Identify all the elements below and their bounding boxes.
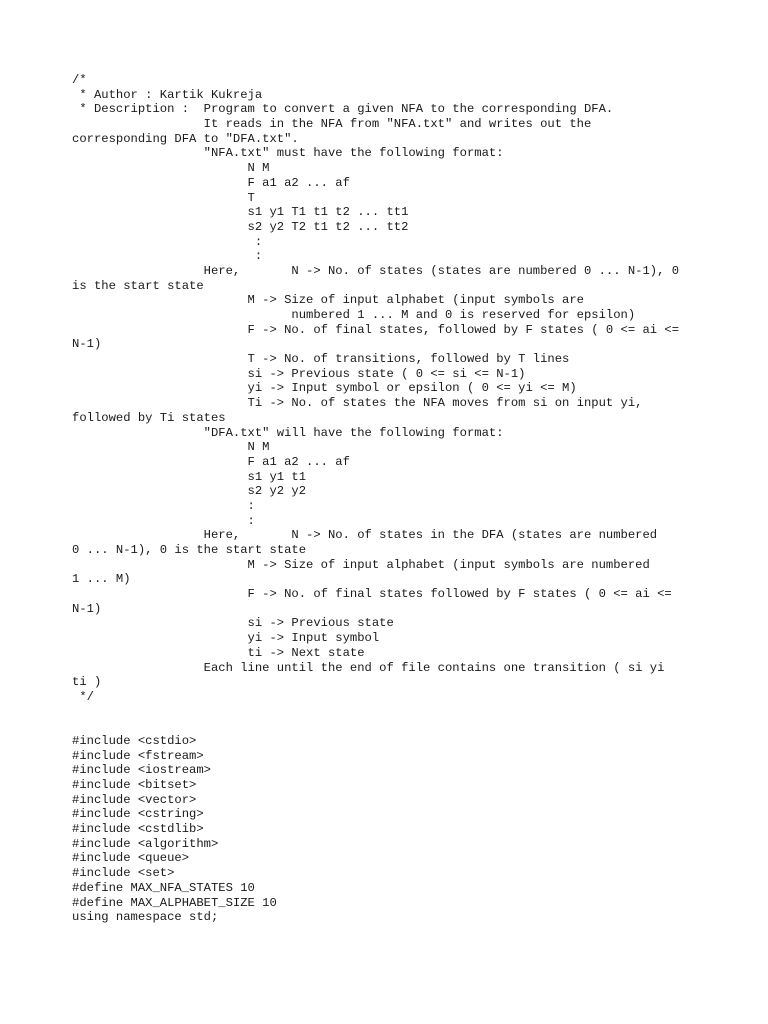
code-line: yi -> Input symbol	[72, 631, 380, 646]
code-line: #include <iostream>	[72, 763, 211, 778]
code-line: yi -> Input symbol or epsilon ( 0 <= yi <= M)	[72, 381, 577, 396]
code-line: #include <cstring>	[72, 807, 204, 822]
code-line: T	[72, 190, 255, 205]
code-line: "DFA.txt" will have the following format:	[72, 425, 504, 440]
code-line: N M	[72, 440, 270, 455]
code-line: N-1)	[72, 337, 102, 352]
code-line: :	[72, 513, 255, 528]
code-line: 1 ... M)	[72, 572, 131, 587]
code-line: #include <queue>	[72, 851, 190, 866]
code-line: */	[72, 689, 94, 704]
code-line: #include <set>	[72, 866, 175, 881]
code-line: #define MAX_ALPHABET_SIZE 10	[72, 895, 277, 910]
code-line: #include <fstream>	[72, 748, 204, 763]
code-line: M -> Size of input alphabet (input symbols are	[72, 293, 584, 308]
code-line: s2 y2 T2 t1 t2 ... tt2	[72, 219, 409, 234]
code-line: is the start state	[72, 278, 204, 293]
code-line: ti -> Next state	[72, 645, 365, 660]
code-line: :	[72, 249, 263, 264]
code-line: s2 y2 y2	[72, 484, 307, 499]
code-line: #include <bitset>	[72, 778, 197, 792]
code-line: F -> No. of final states, followed by F states ( 0 <= ai <=	[72, 322, 680, 337]
code-line: si -> Previous state ( 0 <= si <= N-1)	[72, 366, 526, 381]
code-line: followed by Ti states	[72, 410, 226, 425]
code-line: #define MAX_NFA_STATES 10	[72, 880, 255, 895]
code-line: N-1)	[72, 601, 102, 616]
code-line: #include <vector>	[72, 792, 197, 807]
code-line: ti )	[72, 675, 102, 690]
code-line: "NFA.txt" must have the following format:	[72, 146, 504, 161]
code-line: Here, N -> No. of states in the DFA (states are numbered	[72, 528, 658, 543]
code-line: si -> Previous state	[72, 616, 394, 631]
code-line: N M	[72, 161, 270, 176]
code-line: M -> Size of input alphabet (input symbols are numbered	[72, 557, 650, 572]
code-line: :	[72, 498, 255, 513]
code-line: It reads in the NFA from "NFA.txt" and writes out the	[72, 117, 592, 132]
code-line	[72, 719, 732, 734]
code-line: Each line until the end of file contains one transition ( si yi	[72, 660, 665, 675]
code-line: * Description : Program to convert a given NFA to the corresponding DFA.	[72, 102, 614, 117]
code-line: :	[72, 234, 263, 249]
code-line	[72, 705, 732, 720]
source-code-block	[72, 73, 732, 925]
code-line: Here, N -> No. of states (states are numbered 0 ... N-1), 0	[72, 263, 680, 278]
code-line: s1 y1 t1	[72, 469, 307, 484]
code-line: using namespace std;	[72, 910, 219, 925]
code-line: * Author : Kartik Kukreja	[72, 87, 263, 102]
code-line: #include <algorithm>	[72, 836, 219, 851]
code-line: #include <cstdlib>	[72, 822, 204, 837]
code-line: #include <cstdio>	[72, 733, 197, 748]
code-line: s1 y1 T1 t1 t2 ... tt1	[72, 205, 409, 220]
code-line: F a1 a2 ... af	[72, 175, 350, 190]
code-line: F a1 a2 ... af	[72, 454, 350, 469]
code-line: F -> No. of final states followed by F states ( 0 <= ai <=	[72, 587, 672, 602]
code-line: Ti -> No. of states the NFA moves from si on input yi,	[72, 396, 643, 411]
code-line: T -> No. of transitions, followed by T lines	[72, 352, 570, 367]
code-line: numbered 1 ... M and 0 is reserved for epsilon)	[72, 308, 636, 322]
code-line: /*	[72, 73, 87, 87]
code-line: 0 ... N-1), 0 is the start state	[72, 543, 307, 557]
code-line: corresponding DFA to "DFA.txt".	[72, 131, 299, 146]
